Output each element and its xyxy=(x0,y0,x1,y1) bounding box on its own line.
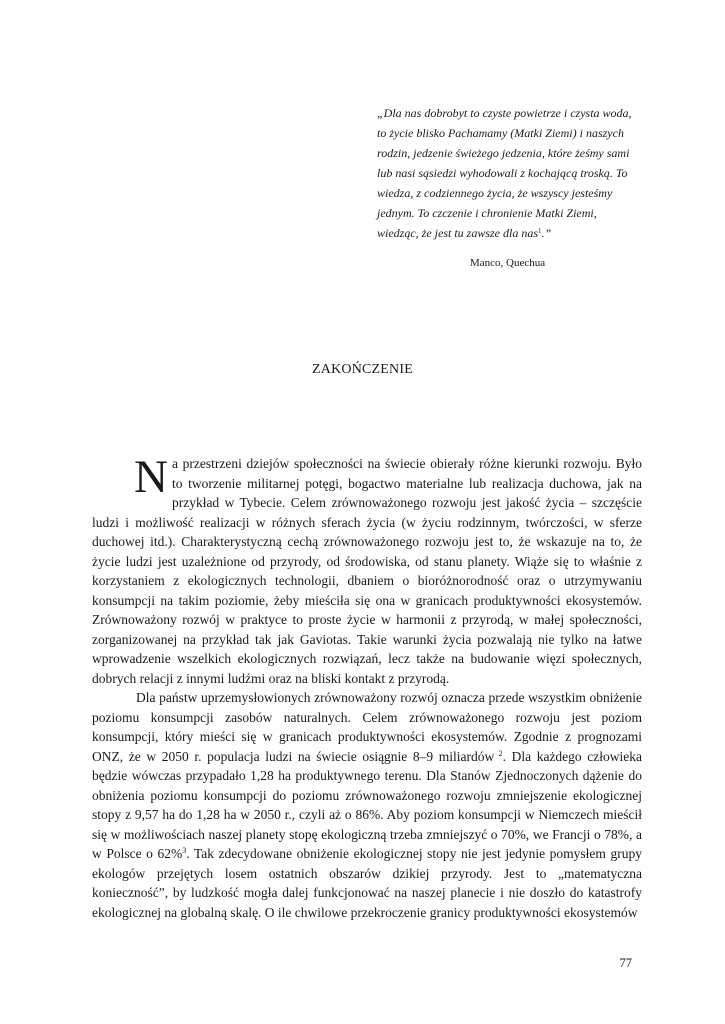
epigraph-quote xyxy=(377,103,639,243)
footnote-ref[interactable]: 2 xyxy=(498,748,503,758)
body-text xyxy=(92,451,643,922)
paragraph-text: Dla państw uprzemysłowionych zrównoważony rozwój oznacza przede wszystkim obniżenie poziomu konsumpcji zasobów naturalnych. Celem zrównoważonego rozwoju jest poziom konsumpcji, który mieści się w granicach produktywności ekosystemów. Zgodnie z prognozami ONZ, że w 2050 r. populacja ludzi na świecie osiągnie 8–9 miliardów xyxy=(92,690,642,764)
epigraph-text: „Dla nas dobrobyt to czyste powietrze i czysta woda, to życie blisko Pachamamy (Matki Ziemi) i naszych rodzin, jedzenie świeżego jedzenia, które żeśmy sami lub nasi sąsiedzi wyhodowali z kochającą troską. To wiedza, z codziennego życia, że wszyscy jesteśmy jednym. To czczenie i chronienie Matki Ziemi, wiedząc, że jest tu zawsze dla nas xyxy=(377,106,632,240)
paragraph-text: a przestrzeni dziejów społeczności na świecie obierały różne kierunki rozwoju. Było to tworzenie militarnej potęgi, bogactwo materialne lub realizacja duchowa, jak na przykład w Tybecie. Celem zrównoważonego rozwoju jest jakość życia – szczęście ludzi i możliwość realizacji w różnych sferach życia (w życiu rodzinnym, twórczości, w sferze duchowej itd.). Charakterystyczną cechą zrównoważonego rozwoju jest to, że wskazuje na to, że życie ludzi jest uzależnione od przyrody, od środowiska, od stanu planety. Wiąże się to właśnie z korzystaniem z ekologicznych technologii, dbaniem o bioróżnorodność oraz o utrzymywaniu konsumpcji na takim poziomie, żeby mieściła się ona w granicach produktywności ekosystemów. Zrównoważony rozwój w praktyce to proste życie w harmonii z przyrodą, w małej społeczności, zorganizowanej na przykład tak jak Gaviotas. Takie warunki życia pozwalają nie tylko na łatwe wprowadzenie wszelkich ekologicznych rozwiązań, lecz także na budowanie więzi społecznych, dobrych relacji z innymi ludźmi oraz na bliski kontakt z przyrodą. xyxy=(92,456,642,686)
paragraph-text: . Tak zdecydowane obniżenie ekologicznej stopy nie jest jedynie pomysłem grupy ekologów przejętych losem ostatnich obszarów dzikiej przyrody. Jest to „matematyczna konieczność”, by ludzkość mogła dalej funkcjonować na naszej planecie i nie doszło do katastrofy ekologicznej na globalną skalę. O ile chwilowe przekroczenie granicy produktywności ekosystemów xyxy=(92,846,642,920)
epigraph-attribution: Manco, Quechua xyxy=(470,257,546,269)
chapter-title: ZAKOŃCZENIE xyxy=(312,362,413,377)
page-number: 77 xyxy=(619,956,632,970)
footnote-ref[interactable]: 1 xyxy=(538,227,542,235)
footnote-ref[interactable]: 3 xyxy=(182,846,187,855)
drop-cap: N xyxy=(134,451,168,503)
paragraph-text: . Dla każdego człowieka będzie wówczas przypadało 1,28 ha produktywnego terenu. Dla Stanów Zjednoczonych dążenie do obniżenia poziomu konsumpcji do poziomu zrównoważonego rozwoju zmniejszenie ekologicznej stopy z 9,57 ha do 1,28 ha w 2050 r., czyli aż o 86%. Aby poziom konsumpcji w Niemczech mieścił się w możliwościach naszej planety stopę ekologiczną trzeba zmniejszyć o 70%, we Francji o 78%, a w Polsce o 62% xyxy=(92,748,643,861)
epigraph-closing: .” xyxy=(541,226,552,240)
paragraph xyxy=(92,688,642,922)
paragraph xyxy=(92,451,642,688)
